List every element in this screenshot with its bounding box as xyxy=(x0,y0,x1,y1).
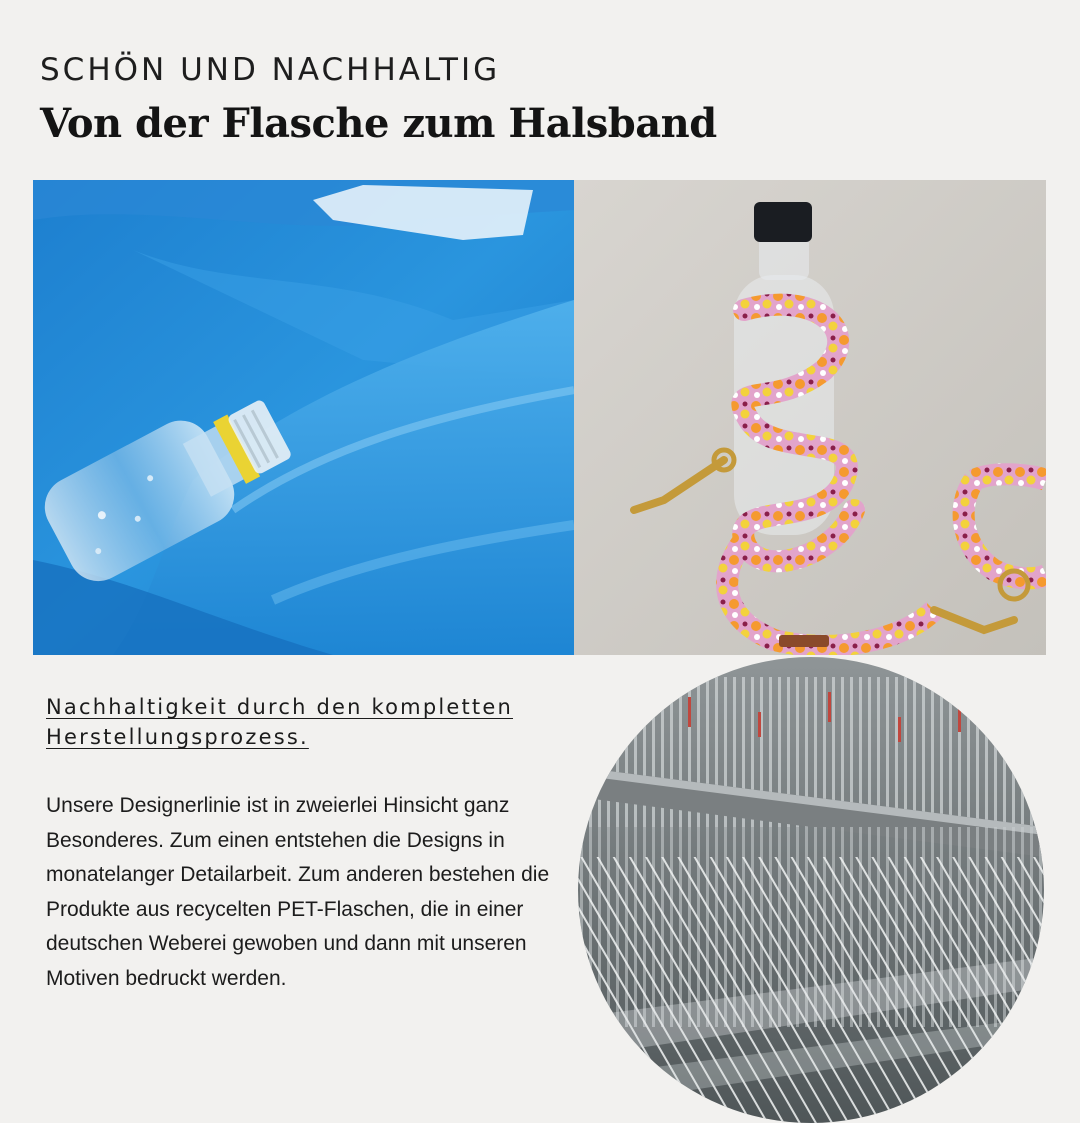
photo-bottle-in-blue-bag xyxy=(33,180,574,655)
eyebrow-heading: SCHÖN UND NACHHALTIG xyxy=(40,52,501,88)
body-paragraph: Unsere Designerlinie ist in zweierlei Hinsicht ganz Besonderes. Zum einen entstehen die Designs in monatelanger Detailarbeit. Zum anderen bestehen die Produkte aus recycelten PET-Flaschen, die in einer deutschen Weberei gewoben und dann mit unseren Motiven bedruckt werden. xyxy=(46,794,550,990)
photo-bottle-with-floral-leash xyxy=(574,180,1046,655)
page-title: Von der Flasche zum Halsband xyxy=(40,100,717,147)
section-subheading: Nachhaltigkeit durch den kompletten Herstellungsprozess. xyxy=(46,695,513,749)
photo-weaving-loom xyxy=(578,657,1044,1123)
